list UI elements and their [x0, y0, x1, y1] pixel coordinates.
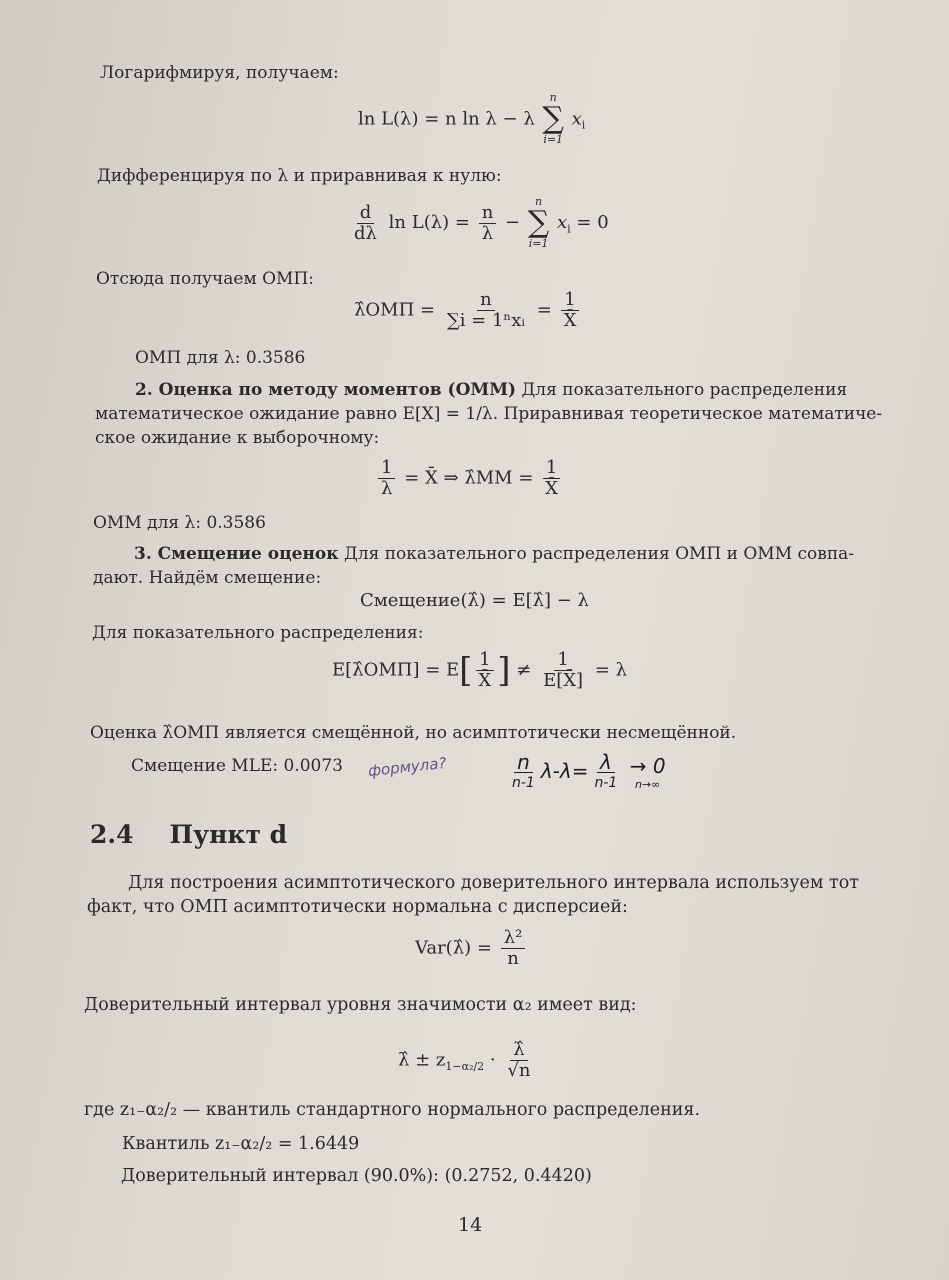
result-quantile: Квантиль z₁₋α₂/₂ = 1.6449	[122, 1134, 360, 1154]
eq6-d1: X̄	[478, 670, 492, 691]
equation-derivative	[348, 196, 609, 250]
eq8-sub: 1−α₂/2	[445, 1060, 485, 1074]
hand-frac2	[592, 752, 621, 793]
ci-fraction	[504, 1040, 533, 1081]
eq6-neq: ≠	[516, 659, 532, 681]
d-den: dλ	[354, 222, 377, 244]
eq6-tail: = λ	[594, 659, 628, 681]
eq1-term: x	[571, 108, 582, 130]
sum-symbol: n ∑ i=1	[542, 91, 564, 146]
result-moments: ОММ для λ: 0.3586	[93, 513, 266, 533]
paragraph-d-line2: факт, что ОМП асимптотически нормальна с дисперсией:	[87, 897, 628, 917]
section-moments-rest: Для показательного распределения	[516, 380, 848, 400]
hand-limit	[630, 754, 666, 791]
hand-frac1-den: n-1	[512, 775, 535, 791]
hand-frac2-num: λ	[597, 752, 615, 773]
sum-top: n	[549, 91, 557, 104]
eq4-d2: X̄	[545, 478, 558, 499]
eq6-d2: E[X̄]	[543, 670, 584, 691]
eq6-frac2	[540, 650, 586, 691]
paragraph-quantile: где z₁₋α₂/₂ — квантиль стандартного нормального распределения.	[84, 1100, 701, 1120]
handwritten-note: формула?	[367, 753, 448, 781]
section-moments-line2: математическое ожидание равно E[X] = 1/λ. Приравнивая теоретическое математиче-	[95, 404, 883, 424]
one-over-lambda	[378, 458, 395, 499]
sum2-bottom: i=1	[528, 237, 549, 250]
eq3-num2: 1	[561, 290, 578, 311]
eq8-dot: ·	[489, 1049, 496, 1071]
equation-expectation: E[λ̂ОМП] = E[ $\frac{1}{X̄}$ ] ≠ $\frac{1}{E[X̄]}$ = λ	[332, 649, 628, 691]
section-bias-rest: Для показательного распределения ОМП и ОММ совпа-	[338, 544, 855, 564]
n-den: λ	[481, 222, 494, 244]
sum-symbol-2: n ∑ i=1	[527, 195, 550, 250]
n-over-lambda	[479, 203, 497, 244]
result-mle: ОМП для λ: 0.3586	[135, 348, 306, 368]
eq4-n2: 1	[543, 458, 560, 479]
paragraph-d-line1: Для построения асимптотического доверительного интервала используем тот	[128, 873, 859, 893]
eq2-minus: −	[505, 212, 521, 233]
section-bias-line1	[134, 543, 854, 565]
mle-fraction	[444, 290, 528, 331]
d-num: d	[357, 203, 375, 224]
equation-bias: Смещение(λ̂) = E[λ̂] − λ	[360, 590, 589, 611]
section-moments-title: 2. Оценка по методу моментов (ОММ)	[135, 380, 517, 400]
section-heading	[90, 820, 287, 849]
heading-title: Пункт d	[169, 820, 288, 849]
d-dlambda-fraction	[351, 203, 380, 244]
equation-moments	[375, 458, 564, 499]
sum2-top: n	[535, 195, 543, 208]
equation-log-likelihood	[358, 92, 585, 146]
handwritten-formula	[506, 752, 666, 793]
eq8-den: √n	[507, 1060, 531, 1081]
equation-mle	[354, 290, 582, 331]
sum-bottom: i=1	[543, 133, 564, 146]
eq3-num: n	[477, 290, 495, 311]
eq3-lhs: λ̂ОМП =	[354, 299, 436, 321]
hand-expr: λ-λ=	[540, 759, 589, 783]
eq2-zero: = 0	[576, 212, 609, 233]
eq7-den: n	[507, 948, 519, 969]
eq8-num: λ̂	[510, 1040, 527, 1061]
heading-number: 2.4	[90, 820, 134, 849]
eq2-mid: ln L(λ) =	[388, 212, 470, 233]
section-moments-line3: ское ожидание к выборочному:	[95, 428, 380, 448]
eq6-frac1	[475, 650, 494, 691]
eq6-lhs: E[λ̂ОМП] = E	[332, 659, 460, 681]
eq4-d1: λ	[381, 478, 393, 499]
eq7-num: λ²	[501, 928, 526, 949]
eq8-lhs: λ̂ ± z	[398, 1049, 446, 1071]
eq4-mid: = X̄ ⇒ λ̂MM =	[404, 467, 534, 489]
n-num: n	[479, 203, 497, 224]
section-moments-line1	[135, 379, 847, 401]
section-bias-title: 3. Смещение оценок	[134, 544, 339, 564]
eq1-lhs: ln L(λ) = n ln λ − λ	[358, 108, 535, 130]
eq7-lhs: Var(λ̂) =	[415, 937, 492, 959]
eq2-x: x	[557, 212, 568, 233]
equation-ci	[398, 1040, 536, 1081]
eq2-sub: i	[567, 222, 571, 236]
equation-variance	[415, 928, 528, 969]
paragraph-differentiate: Дифференцируя по λ и приравнивая к нулю:	[97, 166, 502, 186]
eq6-n1: 1	[476, 650, 493, 671]
eq3-den: ∑i = 1ⁿxᵢ	[446, 310, 525, 331]
paragraph-for-exponential: Для показательного распределения:	[92, 623, 424, 643]
one-over-xbar	[561, 290, 580, 331]
variance-fraction	[501, 928, 526, 969]
result-bias-mle: Смещение MLE: 0.0073	[131, 756, 344, 776]
hand-under: n→∞	[634, 778, 661, 791]
hand-arrow: → 0	[629, 754, 666, 778]
paragraph-hence-mle: Отсюда получаем ОМП:	[96, 269, 314, 289]
paragraph-ci: Доверительный интервал уровня значимости α₂ имеет вид:	[84, 995, 637, 1015]
hand-frac2-den: n-1	[594, 775, 618, 791]
eq4-n1: 1	[378, 458, 395, 479]
hand-frac1	[509, 752, 538, 793]
section-bias-line2: дают. Найдём смещение:	[93, 568, 322, 588]
eq3-den2: X̄	[563, 310, 577, 331]
eq6-n2: 1	[554, 650, 571, 671]
result-interval: Доверительный интервал (90.0%): (0.2752, 0.4420)	[121, 1166, 592, 1186]
paragraph-logarithm: Логарифмируя, получаем:	[100, 63, 339, 83]
hand-frac1-num: n	[514, 752, 533, 773]
eq1-sub: i	[581, 118, 586, 132]
page-number: 14	[458, 1214, 483, 1236]
eq3-equals: =	[536, 299, 552, 321]
one-over-xbar-2	[542, 458, 561, 499]
paragraph-biased: Оценка λ̂ОМП является смещённой, но асимптотически несмещённой.	[90, 723, 737, 743]
